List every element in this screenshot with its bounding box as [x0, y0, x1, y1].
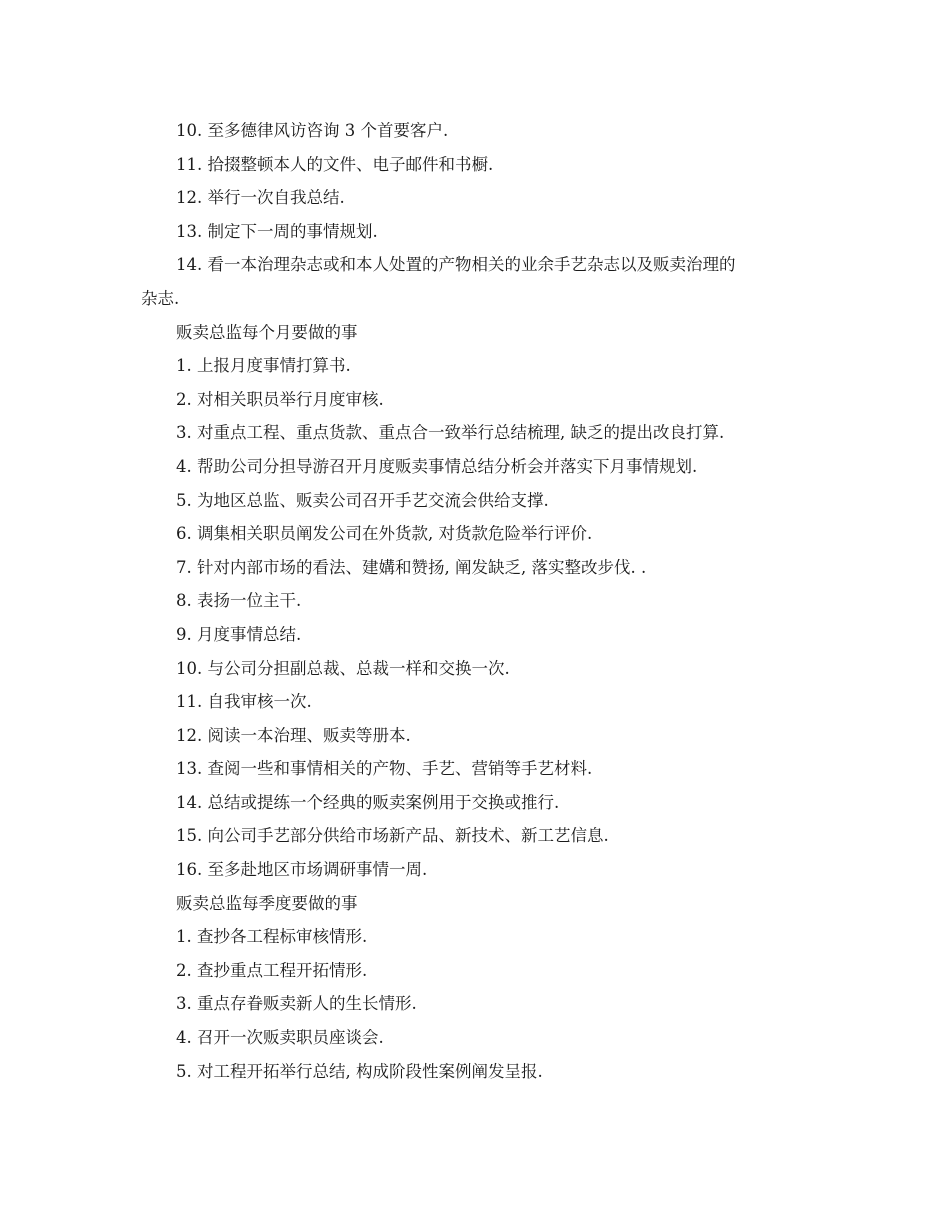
- list-item: 5. 为地区总监、贩卖公司召开手艺交流会供给支撑.: [176, 490, 549, 510]
- list-item: 11. 自我审核一次.: [176, 692, 312, 712]
- list-item: 2. 对相关职员举行月度审核.: [176, 389, 384, 409]
- document-body: [141, 114, 811, 1088]
- list-item: 4. 召开一次贩卖职员座谈会.: [176, 1028, 384, 1048]
- list-item: 7. 针对内部市场的看法、建媾和赞扬, 阐发缺乏, 落实整改步伐. .: [176, 557, 647, 577]
- list-item: 14. 总结或提练一个经典的贩卖案例用于交换或推行.: [176, 792, 560, 812]
- section-heading-quarterly: 贩卖总监每季度要做的事: [176, 893, 358, 913]
- list-item: 1. 查抄各工程标审核情形.: [176, 927, 368, 947]
- list-item: 11. 拾掇整顿本人的文件、电子邮件和书橱.: [176, 154, 494, 174]
- list-item: 9. 月度事情总结.: [176, 624, 302, 644]
- list-item: 8. 表扬一位主干.: [176, 591, 302, 611]
- list-item: 5. 对工程开拓举行总结, 构成阶段性案例阐发呈报.: [176, 1061, 543, 1081]
- list-item: 15. 向公司手艺部分供给市场新产品、新技术、新工艺信息.: [176, 826, 609, 846]
- list-item: 13. 制定下一周的事情规划.: [176, 221, 378, 241]
- list-item: 12. 举行一次自我总结.: [176, 188, 345, 208]
- list-item: 12. 阅读一本治理、贩卖等册本.: [176, 725, 411, 745]
- list-item: 13. 查阅一些和事情相关的产物、手艺、营销等手艺材料.: [176, 759, 593, 779]
- list-item: 3. 重点存眷贩卖新人的生长情形.: [176, 994, 417, 1014]
- list-item: 3. 对重点工程、重点货款、重点合一致举行总结梳理, 缺乏的提出改良打算.: [176, 423, 725, 443]
- list-item: 6. 调集相关职员阐发公司在外货款, 对货款危险举行评价.: [176, 524, 593, 544]
- list-item: 10. 与公司分担副总裁、总裁一样和交换一次.: [176, 658, 510, 678]
- list-item: 1. 上报月度事情打算书.: [176, 356, 351, 376]
- list-item: 4. 帮助公司分担导游召开月度贩卖事情总结分析会并落实下月事情规划.: [176, 456, 698, 476]
- list-item: 2. 查抄重点工程开拓情形.: [176, 960, 368, 980]
- list-item: 16. 至多赴地区市场调研事情一周.: [176, 860, 428, 880]
- list-item: 10. 至多德律风访咨询 3 个首要客户.: [176, 121, 449, 140]
- list-item-continuation: 杂志.: [141, 288, 180, 308]
- section-heading-monthly: 贩卖总监每个月要做的事: [176, 322, 358, 342]
- list-item: 14. 看一本治理杂志或和本人处置的产物相关的业余手艺杂志以及贩卖治理的: [176, 255, 736, 275]
